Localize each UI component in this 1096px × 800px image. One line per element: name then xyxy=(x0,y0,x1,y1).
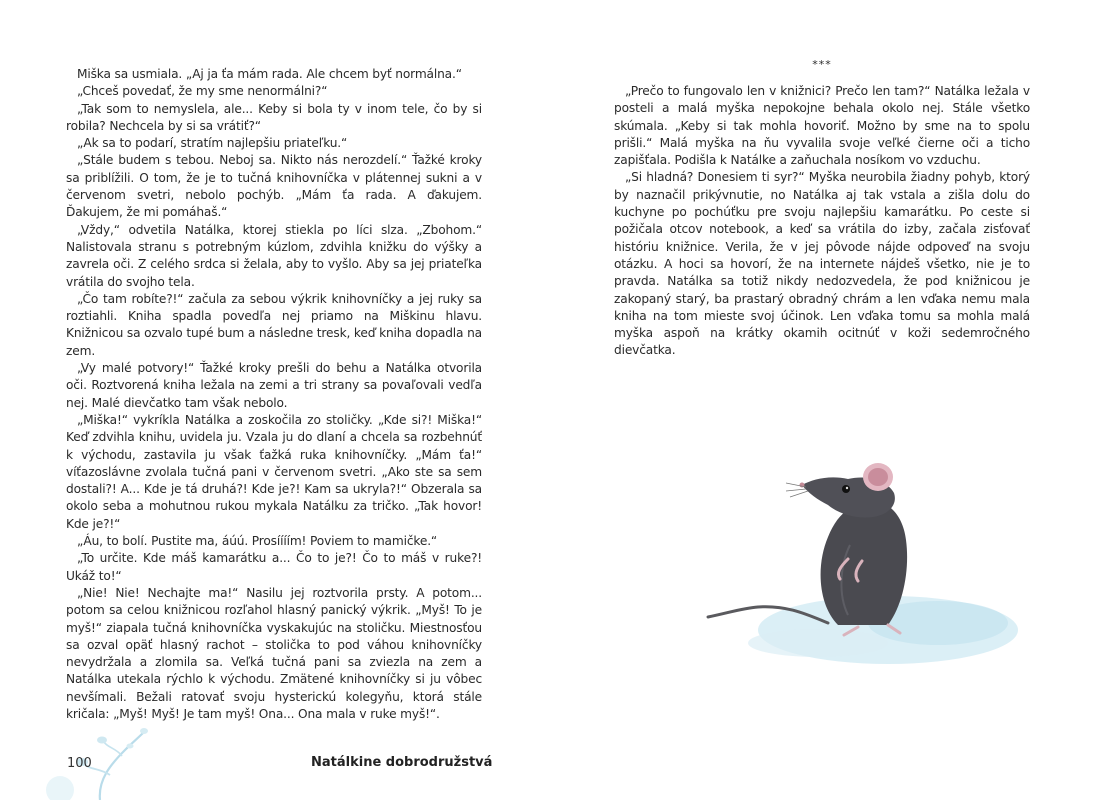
running-title: Natálkine dobrodružstvá xyxy=(311,755,493,770)
paragraph: „Nie! Nie! Nechajte ma!“ Nasilu jej roztvorila prsty. A potom... potom sa celou knižnicou rozľahol hlasný panický výkrik. „Myš! To je myš!“ ziapala tučná knihovníčka vyskakujúc na stoličku. Miestnosťou sa ozval opäť hlasný rachot – stolička to pod váhou knihovníčky nevydržala a zlomila sa. Veľká tučná pani sa zviezla na zem a Natálka utekala rýchlo k východu. Zmätené knihovníčky si ju vôbec nevšímali. Bežali ratovať svoju hysterickú kolegyňu, ktorá stále kričala: „Myš! Myš! Je tam myš! Ona... Ona mala v ruke myš!“. xyxy=(66,585,482,721)
right-page-text xyxy=(614,83,1030,360)
paragraph: „Miška!“ vykríkla Natálka a zoskočila zo stoličky. „Kde si?! Miška!“ Keď zdvihla knihu, uvidela ju. Vzala ju do dlaní a chcela sa rozbehnúť k východu, zastavila ju však ťažká ruka knihovníčky. „Mám ťa!“ víťazoslávne zvolala tučná pani v červenom svetri. „Ako ste sa sem dostali?! A... Kde je tá druhá?! Kde je?! Kam sa ukryla?!“ Obzerala sa okolo seba a mohutnou rukou mykala Natálku za tričko. „Tak hovor! Kde je?!“ xyxy=(66,412,482,531)
paragraph: „Si hladná? Donesiem ti syr?“ Myška neurobila žiadny pohyb, ktorý by naznačil prikývnutie, no Natálka aj tak vstala a zišla dolu do kuchyne po pochúťku pre svoju najlepšiu kamarátku. Po ceste si požičala otcov notebook, a keď sa vrátila do izby, začala zisťovať históriu knižnice. Verila, že v jej pôvode nájde odpoveď na svoju otázku. A hoci sa hovorí, že na internete nájdeš všetko, nie je to pravda. Natálka sa totiž nikdy nedozvedela, že pod knižnicou je zakopaný starý, ba prastarý obradný chrám a len vďaka nemu mala kniha na tom mieste svoj účinok. Len vďaka tomu sa mohla malá myška aspoň na krátky okamih ocitnúť v koži sedemročného dievčatka. xyxy=(614,170,1030,358)
paragraph: „Ak sa to podarí, stratím najlepšiu priateľku.“ xyxy=(77,136,348,151)
paragraph: „To určite. Kde máš kamarátku a... Čo to je?! Čo to máš v ruke?! Ukáž to!“ xyxy=(66,551,482,583)
section-break: *** xyxy=(812,58,832,71)
paragraph: „Chceš povedať, že my sme nenormálni?“ xyxy=(77,84,328,99)
paragraph: Miška sa usmiala. „Aj ja ťa mám rada. Ale chcem byť normálna.“ xyxy=(77,67,462,81)
floral-flourish-icon xyxy=(40,720,150,800)
mouse-illustration xyxy=(698,455,1018,685)
left-page-text xyxy=(66,66,482,723)
paragraph: „Vždy,“ odvetila Natálka, ktorej stiekla po líci slza. „Zbohom.“ Nalistovala stranu s potrebným kúzlom, zdvihla knižku do výšky a zavrela oči. Z celého srdca si želala, aby to vyšlo. Aby sa jej priateľka vrátila do svojho tela. xyxy=(66,222,482,289)
page-number: 100 xyxy=(67,756,92,771)
paragraph: „Prečo to fungovalo len v knižnici? Prečo len tam?“ Natálka ležala v posteli a malá myška nepokojne behala okolo nej. Stále všetko skúmala. „Keby si tak mohla hovoriť. Možno by sme na to spolu prišli.“ Malá myška na ňu vyvalila svoje veľké čierne oči a ticho zapišťala. Podišla k Natálke a zaňuchala nosíkom vo vzduchu. xyxy=(614,84,1030,168)
paragraph: „Čo tam robíte?!“ začula za sebou výkrik knihovníčky a jej ruky sa roztiahli. Kniha spadla povedľa nej priamo na Miškinu hlavu. Knižnicou sa ozvalo tupé bum a následne tresk, keď kniha dopadla na zem. xyxy=(66,291,482,358)
paragraph: „Stále budem s tebou. Neboj sa. Nikto nás nerozdelí.“ Ťažké kroky sa priblížili. O tom, že je to tučná knihovníčka v plátennej sukni a v červenom svetri, nebolo pochýb. „Mám ťa rada. A ďakujem. Ďakujem, že mi pomáhaš.“ xyxy=(66,153,482,220)
paragraph: „Áu, to bolí. Pustite ma, áúú. Prosíííím! Poviem to mamičke.“ xyxy=(77,534,438,549)
right-page xyxy=(548,0,1096,800)
paragraph: „Vy malé potvory!“ Ťažké kroky prešli do behu a Natálka otvorila oči. Roztvorená kniha ležala na zemi a tri strany sa povaľovali vedľa nej. Malé dievčatko tam však nebolo. xyxy=(66,361,482,410)
paragraph: „Tak som to nemyslela, ale... Keby si bola ty v inom tele, čo by si robila? Nechcela by si sa vrátiť?“ xyxy=(66,101,482,133)
